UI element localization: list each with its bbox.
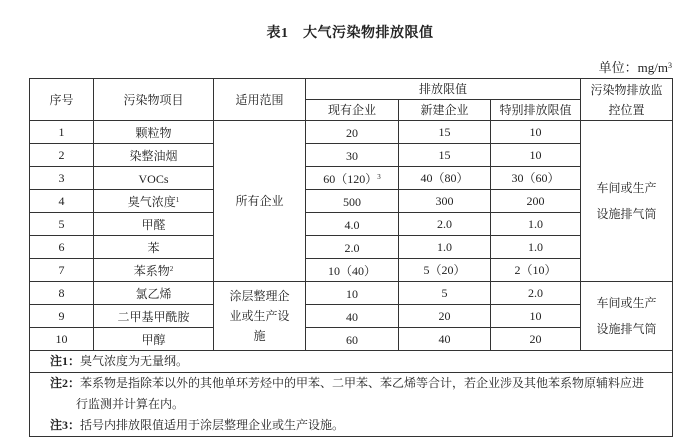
row-new: 40（80） <box>399 167 491 190</box>
row-special: 2.0 <box>491 282 581 305</box>
row-item-text: 苯 <box>147 241 160 255</box>
row-item <box>94 121 214 144</box>
row-seq: 3 <box>30 167 94 190</box>
table-row <box>30 328 673 351</box>
row-item <box>94 144 214 167</box>
row-seq: 9 <box>30 305 94 328</box>
row-item-text: 甲醇 <box>141 333 166 347</box>
row-item <box>94 305 214 328</box>
header-existing: 现有企业 <box>306 100 399 121</box>
row-new: 5（20） <box>399 259 491 282</box>
row-seq: 8 <box>30 282 94 305</box>
row-special: 10 <box>491 305 581 328</box>
table-row <box>30 190 673 213</box>
row-new: 300 <box>399 190 491 213</box>
row-existing-text: 60（120） <box>323 172 378 186</box>
row-existing-footnote: 3 <box>377 173 381 181</box>
row-new: 1.0 <box>399 236 491 259</box>
row-special: 2（10） <box>491 259 581 282</box>
row-item-text: 臭气浓度 <box>127 195 176 209</box>
row-existing-text: 2.0 <box>344 241 360 255</box>
table-row <box>30 213 673 236</box>
row-item-text: 苯系物 <box>133 264 170 278</box>
table-row <box>30 144 673 167</box>
header-new: 新建企业 <box>399 100 491 121</box>
row-seq: 2 <box>30 144 94 167</box>
header-row <box>30 79 673 100</box>
row-item <box>94 282 214 305</box>
header-seq: 序号 <box>30 79 94 121</box>
table-row <box>30 236 673 259</box>
row-item <box>94 167 214 190</box>
row-existing <box>306 167 399 190</box>
note-label: 注1： <box>50 354 81 368</box>
row-existing <box>306 282 399 305</box>
emission-limits-table <box>29 78 673 437</box>
row-seq: 6 <box>30 236 94 259</box>
row-existing <box>306 305 399 328</box>
row-existing-text: 10 <box>346 287 358 301</box>
row-item-text: 甲醛 <box>141 218 166 232</box>
row-existing-text: 10（40） <box>327 264 376 278</box>
table-row <box>30 121 673 144</box>
row-special: 1.0 <box>491 236 581 259</box>
header-item: 污染物项目 <box>94 79 214 121</box>
row-seq: 7 <box>30 259 94 282</box>
row-new: 15 <box>399 121 491 144</box>
row-existing <box>306 213 399 236</box>
row-existing-text: 20 <box>346 126 358 140</box>
row-special: 20 <box>491 328 581 351</box>
row-special: 30（60） <box>491 167 581 190</box>
row-item <box>94 190 214 213</box>
row-existing <box>306 328 399 351</box>
unit-text: 单位：mg/m <box>598 60 668 75</box>
row-item-footnote: 1 <box>175 196 180 204</box>
row-seq: 10 <box>30 328 94 351</box>
monitor-group: 车间或生产设施排气筒 <box>581 282 673 351</box>
row-item-text: VOCs <box>138 172 169 186</box>
row-new: 5 <box>399 282 491 305</box>
row-special: 10 <box>491 121 581 144</box>
table-row <box>30 282 673 305</box>
row-existing <box>306 236 399 259</box>
row-seq: 1 <box>30 121 94 144</box>
note-text: 苯系物是指除苯以外的其他单环芳烃中的甲苯、二甲苯、苯乙烯等合计，若企业涉及其他苯系物原辅料应进 <box>80 376 645 390</box>
note <box>30 415 673 437</box>
row-item-text: 氯乙烯 <box>135 287 172 301</box>
note-row <box>30 373 673 416</box>
row-existing <box>306 190 399 213</box>
row-item <box>94 236 214 259</box>
note-text: 括号内排放限值适用于涂层整理企业或生产设施。 <box>80 418 345 432</box>
row-new: 40 <box>399 328 491 351</box>
row-special: 200 <box>491 190 581 213</box>
row-existing <box>306 144 399 167</box>
note-row <box>30 415 673 437</box>
table-row <box>30 259 673 282</box>
note-label: 注3： <box>50 418 81 432</box>
unit-superscript: 3 <box>668 61 672 70</box>
header-limits: 排放限值 <box>306 79 581 100</box>
row-existing <box>306 121 399 144</box>
row-seq: 5 <box>30 213 94 236</box>
header-special: 特别排放限值 <box>491 100 581 121</box>
header-scope: 适用范围 <box>214 79 306 121</box>
row-new: 2.0 <box>399 213 491 236</box>
row-existing <box>306 259 399 282</box>
row-new: 15 <box>399 144 491 167</box>
row-new: 20 <box>399 305 491 328</box>
row-item-footnote: 2 <box>169 265 174 273</box>
note-label: 注2： <box>50 376 81 390</box>
monitor-group: 车间或生产设施排气筒 <box>581 121 673 282</box>
row-existing-text: 60 <box>346 333 358 347</box>
row-item <box>94 259 214 282</box>
row-special: 10 <box>491 144 581 167</box>
scope-group: 所有企业 <box>214 121 306 282</box>
row-item <box>94 328 214 351</box>
row-existing-text: 4.0 <box>344 218 360 232</box>
row-seq: 4 <box>30 190 94 213</box>
row-existing-text: 500 <box>343 195 361 209</box>
table-row <box>30 167 673 190</box>
header-monitor: 污染物排放监控位置 <box>581 79 673 121</box>
row-special: 1.0 <box>491 213 581 236</box>
unit-label <box>599 57 672 76</box>
row-item <box>94 213 214 236</box>
row-item-text: 二甲基甲酰胺 <box>117 310 190 324</box>
row-item-text: 染整油烟 <box>129 149 178 163</box>
table-row <box>30 305 673 328</box>
note-text: 臭气浓度为无量纲。 <box>80 354 189 368</box>
table-title: 表1 大气污染物排放限值 <box>266 26 434 41</box>
row-existing-text: 40 <box>346 310 358 324</box>
note-row <box>30 351 673 373</box>
row-item-text: 颗粒物 <box>135 126 172 140</box>
row-existing-text: 30 <box>346 149 358 163</box>
note <box>30 351 673 373</box>
scope-group: 涂层整理企业或生产设施 <box>214 282 306 351</box>
note-text-continued: 行监测并计算在内。 <box>76 397 185 411</box>
note <box>30 373 673 416</box>
